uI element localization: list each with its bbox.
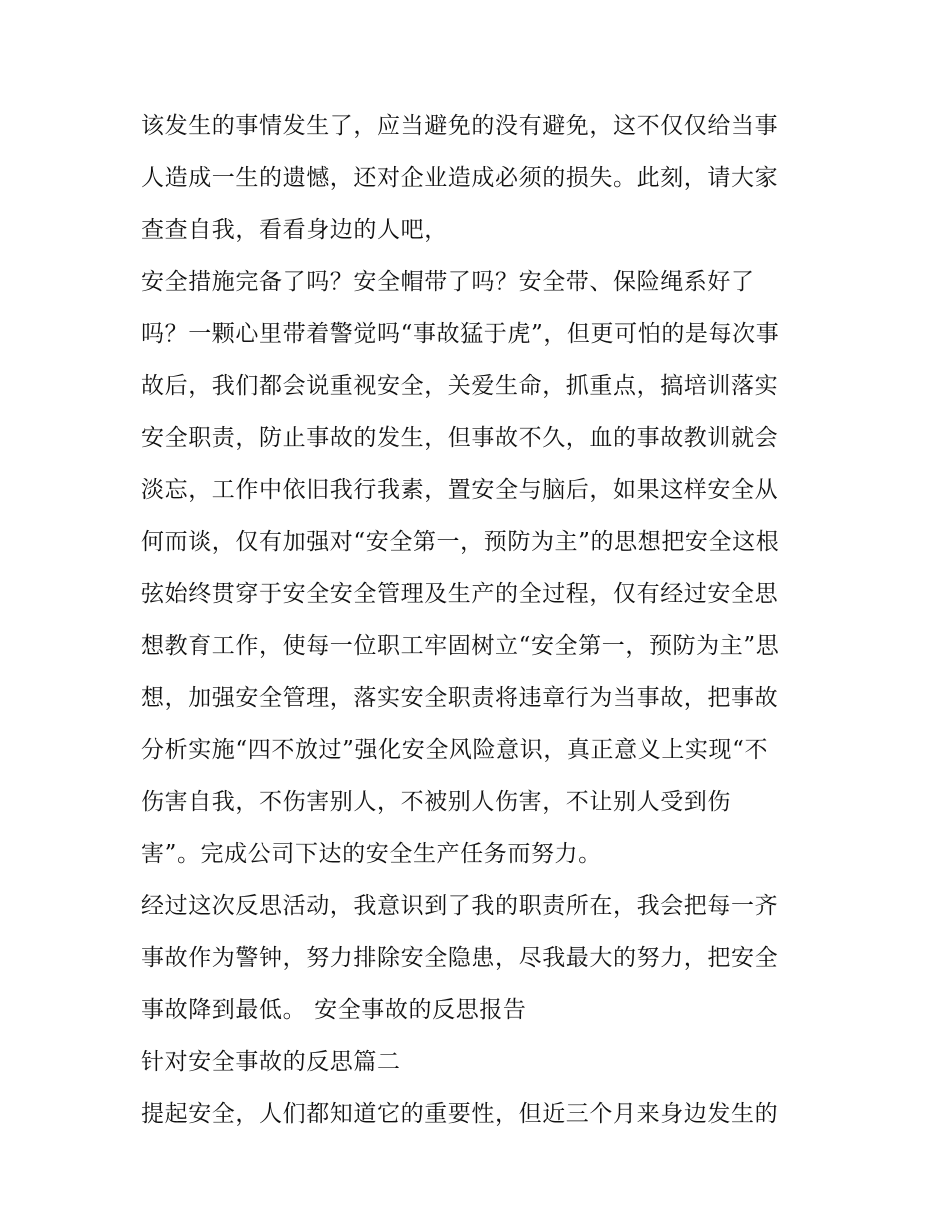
text-line: 事故降到最低。 安全事故的反思报告	[141, 997, 527, 1023]
text-line: 想，加强安全管理，落实安全职责将违章行为当事故，把事故	[141, 685, 779, 711]
text-line: 分析实施“四不放过”强化安全风险意识，真正意义上实现“不	[141, 737, 769, 763]
text-line: 何而谈，仅有加强对“安全第一，预防为主”的思想把安全这根	[141, 529, 780, 555]
section-heading: 针对安全事故的反思篇二	[141, 1049, 401, 1075]
text-line: 淡忘，工作中依旧我行我素，置安全与脑后，如果这样安全从	[141, 477, 779, 503]
text-line: 伤害自我，不伤害别人，不被别人伤害，不让别人受到伤	[141, 789, 731, 815]
text-line: 提起安全，人们都知道它的重要性，但近三个月来身边发生的	[141, 1101, 779, 1127]
text-line: 安全职责，防止事故的发生，但事故不久，血的事故教训就会	[141, 425, 779, 451]
text-line: 人造成一生的遗憾，还对企业造成必须的损失。此刻，请大家	[141, 165, 779, 191]
text-line: 安全措施完备了吗？安全帽带了吗？安全带、保险绳系好了	[141, 269, 755, 295]
text-line: 该发生的事情发生了，应当避免的没有避免，这不仅仅给当事	[141, 113, 779, 139]
text-line: 经过这次反思活动，我意识到了我的职责所在，我会把每一齐	[141, 893, 779, 919]
text-line: 想教育工作，使每一位职工牢固树立“安全第一，预防为主”思	[141, 633, 780, 659]
text-line: 害”。完成公司下达的安全生产任务而努力。	[141, 841, 602, 867]
text-line: 事故作为警钟，努力排除安全隐患，尽我最大的努力，把安全	[141, 945, 779, 971]
text-line: 弦始终贯穿于安全安全管理及生产的全过程，仅有经过安全思	[141, 581, 779, 607]
text-line: 查查自我，看看身边的人吧，	[141, 217, 448, 243]
text-line: 吗？一颗心里带着警觉吗“事故猛于虎”，但更可怕的是每次事	[141, 321, 780, 347]
text-line: 故后，我们都会说重视安全，关爱生命，抓重点，搞培训落实	[141, 373, 779, 399]
